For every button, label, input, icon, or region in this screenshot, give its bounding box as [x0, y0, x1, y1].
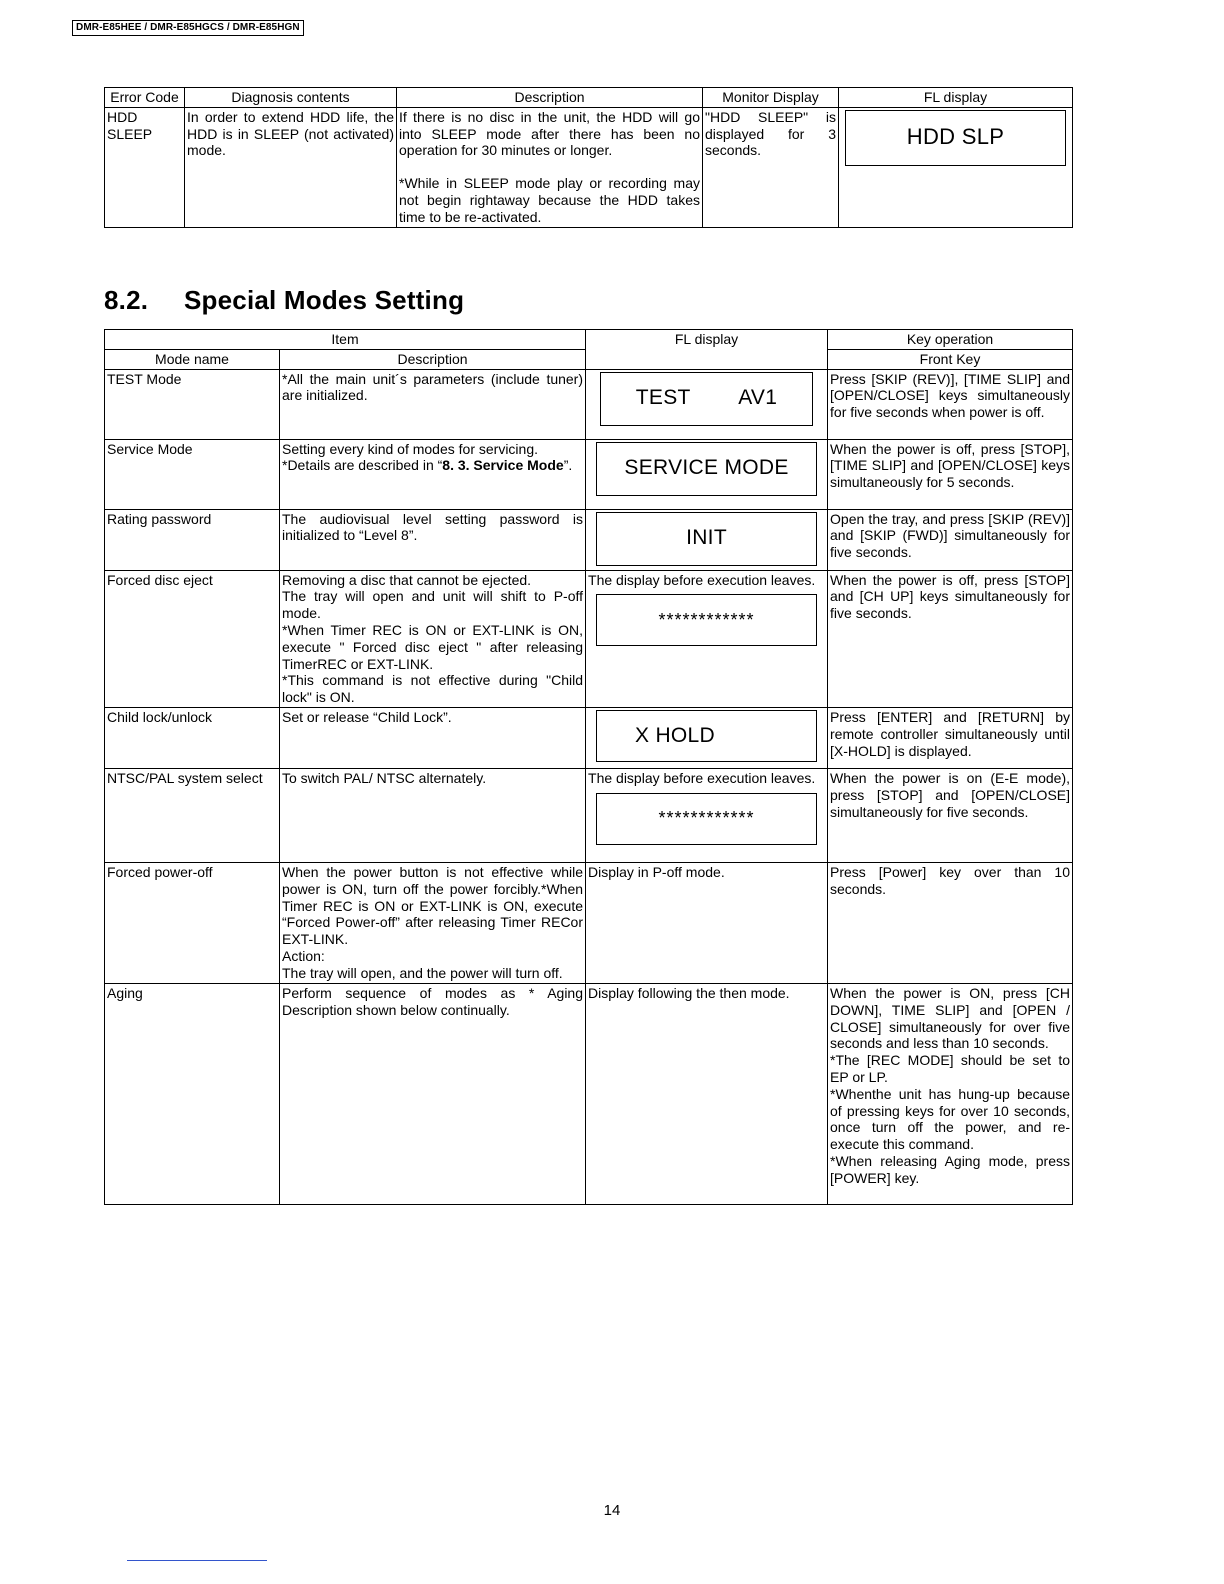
mode-name-cell: Rating password — [105, 509, 280, 570]
fl-note: The display before execution leaves. — [588, 769, 816, 786]
table-row — [105, 107, 1073, 227]
table-row — [105, 369, 1073, 439]
description-text: The tray will open and unit will shift to P-off mode. — [282, 588, 584, 622]
mode-name-cell: Aging — [105, 983, 280, 1204]
fl-display-box: TEST AV1 — [600, 372, 813, 426]
mode-description-cell: The audiovisual level setting password is initialized to “Level 8”. — [280, 509, 586, 570]
mode-description-cell: Perform sequence of modes as * Aging Description shown below continually. — [280, 983, 586, 1204]
section-heading — [104, 285, 464, 316]
fl-display-cell — [839, 107, 1073, 227]
fl-display-box: HDD SLP — [845, 110, 1066, 166]
fl-display-box: ************ — [596, 793, 817, 845]
mode-name-cell: Forced power-off — [105, 862, 280, 983]
diagnosis-cell: In order to extend HDD life, the HDD is in SLEEP (not activated) mode. — [185, 107, 397, 227]
monitor-display-cell: "HDD SLEEP" is displayed for 3 seconds. — [703, 107, 839, 227]
key-operation-cell: When the power is off, press [STOP], [TIME SLIP] and [OPEN/CLOSE] keys simultaneously for 5 seconds. — [828, 439, 1073, 509]
mode-name-cell: Child lock/unlock — [105, 707, 280, 768]
key-operation-cell — [828, 983, 1073, 1204]
description-note: *While in SLEEP mode play or recording may not begin rightaway because the HDD takes time to be re-activated. — [399, 175, 700, 225]
table-row — [105, 983, 1073, 1204]
key-operation-cell: When the power is off, press [STOP] and [CH UP] keys simultaneously for five seconds. — [828, 570, 1073, 707]
fl-display-cell: Display following the then mode. — [586, 983, 828, 1204]
special-modes-table — [104, 329, 1073, 1205]
mode-description-cell: Set or release “Child Lock”. — [280, 707, 586, 768]
section-title: Special Modes Setting — [184, 285, 465, 315]
fl-display-cell — [586, 509, 828, 570]
description-cell — [397, 107, 703, 227]
table-row — [105, 509, 1073, 570]
mode-name-cell: TEST Mode — [105, 369, 280, 439]
key-text: *When releasing Aging mode, press [POWER] key. — [830, 1152, 1071, 1186]
table-row — [105, 768, 1073, 862]
key-text: When the power is ON, press [CH DOWN], TIME SLIP] and [OPEN / CLOSE] simultaneously for over five seconds and less than 10 seconds. — [830, 984, 1071, 1052]
description-text: *Details are described in “ — [282, 457, 443, 474]
header-diagnosis: Diagnosis contents — [185, 88, 397, 108]
mode-description-cell — [280, 570, 586, 707]
description-text: If there is no disc in the unit, the HDD will go into SLEEP mode after there has been no operation for 30 minutes or longer. — [399, 108, 700, 159]
fl-display-cell — [586, 707, 828, 768]
error-code-cell: HDD SLEEP — [105, 107, 185, 227]
description-text: Setting every kind of modes for servicing. — [282, 440, 539, 457]
fl-display-cell — [586, 369, 828, 439]
description-text: The tray will open, and the power will turn off. — [282, 964, 563, 981]
mode-description-cell: *All the main unit´s parameters (include tuner) are initialized. — [280, 369, 586, 439]
fl-display-cell: Display in P-off mode. — [586, 862, 828, 983]
fl-display-box: ************ — [596, 594, 817, 646]
error-code-table — [104, 87, 1073, 228]
table-row — [105, 707, 1073, 768]
header-fl-display: FL display — [839, 88, 1073, 108]
table-header-row — [105, 88, 1073, 108]
description-text: *This command is not effective during "Child lock" is ON. — [282, 672, 584, 706]
header-description: Description — [280, 349, 586, 369]
table-row — [105, 439, 1073, 509]
header-fl-display: FL display — [586, 330, 828, 370]
description-text: When the power button is not effective while power is ON, turn off the power forcibly.*When Timer REC is ON or EXT-LINK is ON, execute “Forced Power-off” after releasing Timer RECor EXT-LINK. — [282, 863, 584, 948]
header-key-operation: Key operation — [828, 330, 1073, 350]
description-text: *When Timer REC is ON or EXT-LINK is ON, execute " Forced disc eject " after releasing TimerREC or EXT-LINK. — [282, 621, 584, 672]
fl-note: The display before execution leaves. — [588, 571, 816, 588]
mode-description-cell: To switch PAL/ NTSC alternately. — [280, 768, 586, 862]
table-row — [105, 570, 1073, 707]
model-label: DMR-E85HEE / DMR-E85HGCS / DMR-E85HGN — [72, 20, 304, 36]
mode-description-cell — [280, 439, 586, 509]
key-text: *Whenthe unit has hung-up because of pressing keys for over 10 seconds, once turn off the power, and re-execute this command. — [830, 1085, 1071, 1153]
description-text: ”. — [563, 457, 573, 474]
section-number: 8.2. — [104, 285, 149, 315]
mode-name-cell: Service Mode — [105, 439, 280, 509]
footer-divider — [127, 1560, 267, 1561]
mode-name-cell: NTSC/PAL system select — [105, 768, 280, 862]
fl-display-cell — [586, 768, 828, 862]
description-text: Action: — [282, 947, 325, 964]
description-text: Removing a disc that cannot be ejected. — [282, 571, 532, 588]
table-row — [105, 862, 1073, 983]
table-header-row — [105, 330, 1073, 350]
key-operation-cell: Press [Power] key over than 10 seconds. — [828, 862, 1073, 983]
fl-display-cell — [586, 439, 828, 509]
key-operation-cell: Open the tray, and press [SKIP (REV)] and [SKIP (FWD)] simultaneously for five seconds. — [828, 509, 1073, 570]
mode-name-cell: Forced disc eject — [105, 570, 280, 707]
fl-display-cell — [586, 570, 828, 707]
header-item: Item — [105, 330, 586, 350]
header-error-code: Error Code — [105, 88, 185, 108]
fl-display-box: X HOLD — [596, 710, 817, 762]
key-operation-cell: Press [SKIP (REV)], [TIME SLIP] and [OPEN/CLOSE] keys simultaneously for five seconds when power is off. — [828, 369, 1073, 439]
header-mode-name: Mode name — [105, 349, 280, 369]
page-number: 14 — [603, 1502, 621, 1519]
key-operation-cell: When the power is on (E-E mode), press [STOP] and [OPEN/CLOSE] simultaneously for five seconds. — [828, 768, 1073, 862]
header-description: Description — [397, 88, 703, 108]
header-monitor-display: Monitor Display — [703, 88, 839, 108]
fl-display-box: SERVICE MODE — [596, 442, 817, 496]
description-reference: 8. 3. Service Mode — [442, 457, 564, 474]
key-operation-cell: Press [ENTER] and [RETURN] by remote controller simultaneously until [X-HOLD] is displayed. — [828, 707, 1073, 768]
header-front-key: Front Key — [828, 349, 1073, 369]
key-text: *The [REC MODE] should be set to EP or LP. — [830, 1052, 1071, 1085]
fl-display-box: INIT — [596, 512, 817, 566]
mode-description-cell — [280, 862, 586, 983]
